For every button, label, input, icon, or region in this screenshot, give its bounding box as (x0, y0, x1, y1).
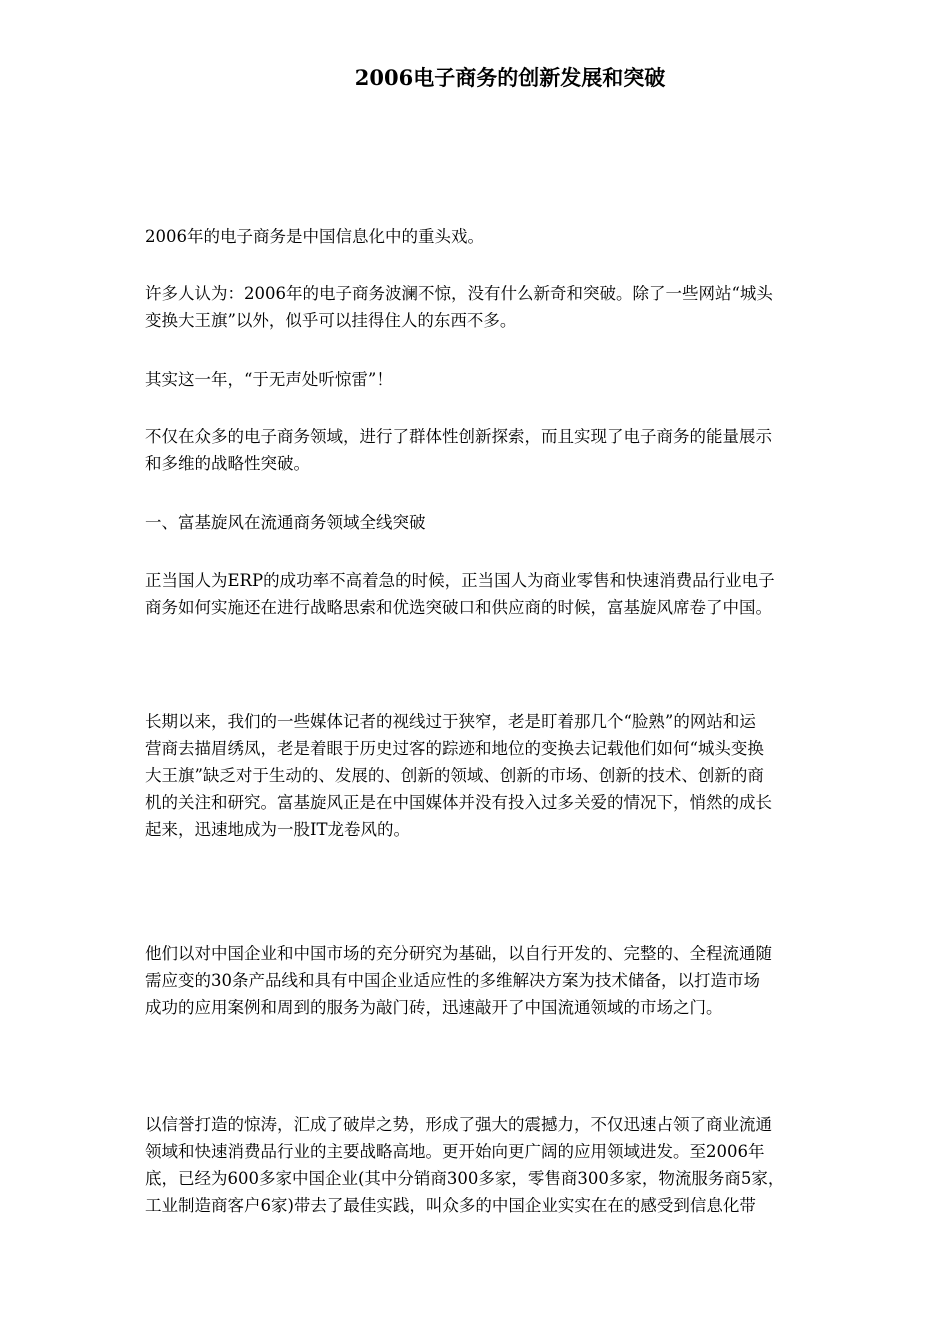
text-line: 机的关注和研究。富基旋风正是在中国媒体并没有投入过多关爱的情况下，悄然的成长 (145, 793, 772, 812)
paragraph-opinion (145, 280, 890, 334)
text-line: 和多维的战略性突破。 (145, 454, 310, 473)
text-line: 2006年的电子商务是中国信息化中的重头戏。 (145, 227, 484, 246)
text-line: 需应变的30条产品线和具有中国企业适应性的多维解决方案为技术储备，以打造市场 (145, 971, 760, 990)
document-title: 2006电子商务的创新发展和突破 (354, 65, 666, 90)
paragraph-breakthrough (145, 423, 890, 477)
text-line: 他们以对中国企业和中国市场的充分研究为基础，以自行开发的、完整的、全程流通随 (145, 944, 772, 963)
text-line: 成功的应用案例和周到的服务为敲门砖，迅速敲开了中国流通领域的市场之门。 (145, 998, 723, 1017)
section-heading-1 (145, 509, 890, 536)
paragraph-thunder (145, 366, 890, 393)
text-line: 其实这一年，“于无声处听惊雷”！ (145, 370, 393, 389)
text-line: 领域和快速消费品行业的主要战略高地。更开始向更广阔的应用领域进发。至2006年 (145, 1142, 765, 1161)
text-line: 许多人认为：2006年的电子商务波澜不惊，没有什么新奇和突破。除了一些网站“城头 (145, 284, 773, 303)
paragraph-reputation (145, 1111, 890, 1219)
text-line: 大王旗”缺乏对于生动的、发展的、创新的领域、创新的市场、创新的技术、创新的商 (145, 766, 764, 785)
paragraph-media (145, 708, 890, 843)
text-line: 以信誉打造的惊涛，汇成了破岸之势，形成了强大的震撼力，不仅迅速占领了商业流通 (145, 1115, 772, 1134)
text-line: 起来，迅速地成为一股IT龙卷风的。 (145, 820, 411, 839)
text-line: 长期以来，我们的一些媒体记者的视线过于狭窄，老是盯着那几个“脸熟”的网站和运 (145, 712, 756, 731)
text-line: 商务如何实施还在进行战略思索和优选突破口和供应商的时候，富基旋风席卷了中国。 (145, 598, 772, 617)
text-line: 营商去描眉绣凤，老是着眼于历史过客的踪迹和地位的变换去记载他们如何“城头变换 (145, 739, 764, 758)
text-line: 正当国人为ERP的成功率不高着急的时候，正当国人为商业零售和快速消费品行业电子 (145, 571, 775, 590)
paragraph-research (145, 940, 890, 1021)
paragraph-erp (145, 567, 890, 621)
text-line: 不仅在众多的电子商务领域，进行了群体性创新探索，而且实现了电子商务的能量展示 (145, 427, 772, 446)
text-line: 一、富基旋风在流通商务领域全线突破 (145, 513, 426, 532)
text-line: 底，已经为600多家中国企业(其中分销商300多家，零售商300多家，物流服务商5家， (145, 1169, 785, 1188)
text-line: 变换大王旗”以外，似乎可以挂得住人的东西不多。 (145, 311, 517, 330)
text-line: 工业制造商客户6家)带去了最佳实践，叫众多的中国企业实实在在的感受到信息化带 (145, 1196, 756, 1215)
paragraph-intro (145, 223, 890, 250)
